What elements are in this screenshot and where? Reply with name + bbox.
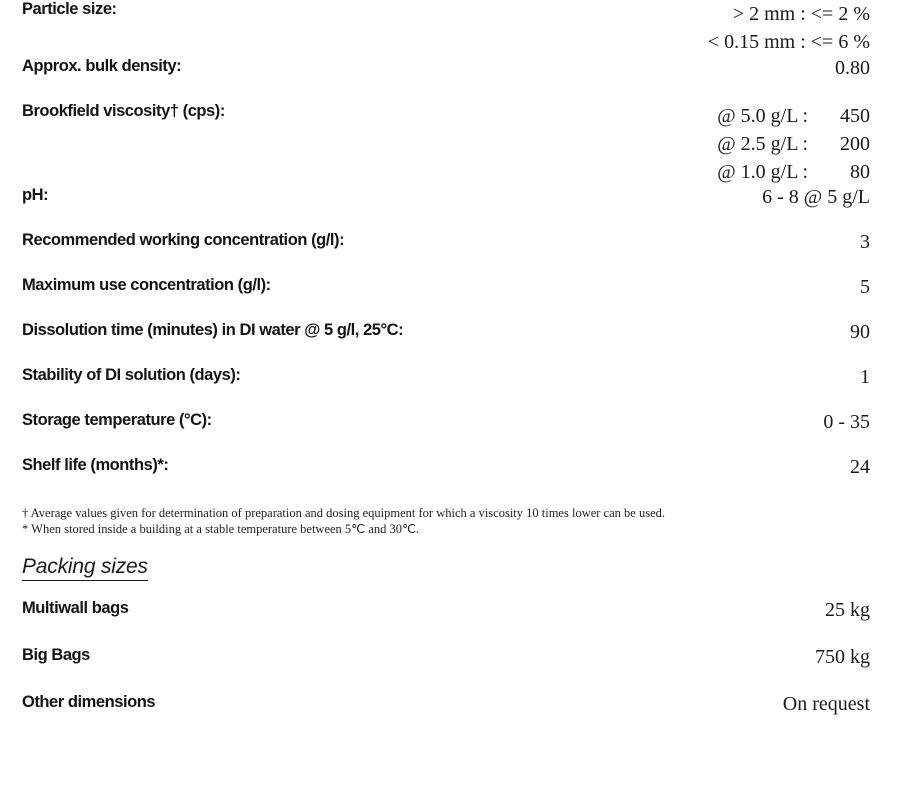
spec-label: Brookfield viscosity† (cps): xyxy=(22,101,225,120)
footnote-dagger: † Average values given for determination of preparation and dosing equipment for which a viscosity 10 times lower can be used. xyxy=(22,505,665,520)
spec-label: Maximum use concentration (g/l): xyxy=(22,275,271,294)
viscosity-entry xyxy=(706,102,870,130)
spec-label: Storage temperature (°C): xyxy=(22,410,212,429)
spec-label: Recommended working concentration (g/l): xyxy=(22,230,345,249)
spec-value xyxy=(542,102,870,186)
spec-value: 24 xyxy=(850,455,870,478)
packing-value: 750 kg xyxy=(815,646,870,669)
spec-value: 5 xyxy=(860,275,870,298)
viscosity-separator: : xyxy=(802,104,808,127)
packing-label: Multiwall bags xyxy=(22,599,129,618)
spec-value: 90 xyxy=(850,320,870,343)
table-row xyxy=(22,186,870,231)
viscosity-condition: @ 1.0 g/L xyxy=(717,160,799,183)
particle-size-line-1: > 2 mm : <= 2 % xyxy=(732,3,870,25)
table-row xyxy=(22,366,870,411)
packing-heading-wrap xyxy=(22,537,870,587)
footnotes xyxy=(22,505,870,538)
table-row xyxy=(22,693,870,740)
packing-label: Big Bags xyxy=(22,646,90,665)
spec-label: Dissolution time (minutes) in DI water @ 5 g/l, 25°C: xyxy=(22,320,404,339)
table-row xyxy=(22,321,870,366)
spec-label: pH: xyxy=(22,185,49,204)
viscosity-number: 80 xyxy=(850,160,870,183)
spec-label: Stability of DI solution (days): xyxy=(22,365,241,384)
viscosity-separator: : xyxy=(802,160,808,183)
packing-value: On request xyxy=(782,693,870,716)
viscosity-number: 450 xyxy=(840,104,870,127)
table-row xyxy=(22,231,870,276)
spec-value: 3 xyxy=(860,230,870,253)
table-row xyxy=(22,411,870,456)
viscosity-separator: : xyxy=(802,132,808,155)
table-row xyxy=(22,599,870,646)
table-row xyxy=(22,57,870,102)
spec-value: 1 xyxy=(860,365,870,388)
table-row xyxy=(22,276,870,321)
viscosity-number: 200 xyxy=(840,132,870,155)
spec-label: Approx. bulk density: xyxy=(22,56,182,75)
spec-value xyxy=(542,0,870,57)
table-row xyxy=(22,102,870,186)
packing-sizes-table xyxy=(22,599,870,740)
spec-value: 0 - 35 xyxy=(823,410,870,433)
spec-value: 0.80 xyxy=(835,56,870,79)
spec-label: Particle size: xyxy=(22,0,117,18)
spec-value: 6 - 8 @ 5 g/L xyxy=(762,185,870,208)
packing-value: 25 kg xyxy=(825,599,870,622)
viscosity-condition: @ 5.0 g/L xyxy=(717,104,799,127)
packing-sizes-heading: Packing sizes xyxy=(22,555,148,581)
viscosity-entry xyxy=(706,130,870,158)
particle-size-line-2: < 0.15 mm : <= 6 % xyxy=(707,31,870,54)
table-row xyxy=(22,456,870,501)
packing-label: Other dimensions xyxy=(22,693,156,712)
table-row xyxy=(22,0,870,57)
particle-size-values xyxy=(542,0,870,57)
specifications-body xyxy=(22,0,870,501)
viscosity-entry xyxy=(706,158,870,186)
footnote-asterisk: * When stored inside a building at a stable temperature between 5℃ and 30℃. xyxy=(22,522,420,537)
viscosity-values xyxy=(706,102,870,186)
spec-label: Shelf life (months)*: xyxy=(22,455,169,474)
viscosity-condition: @ 2.5 g/L xyxy=(717,132,799,155)
packing-sizes-body xyxy=(22,599,870,740)
specifications-table xyxy=(22,0,870,501)
table-row xyxy=(22,646,870,693)
